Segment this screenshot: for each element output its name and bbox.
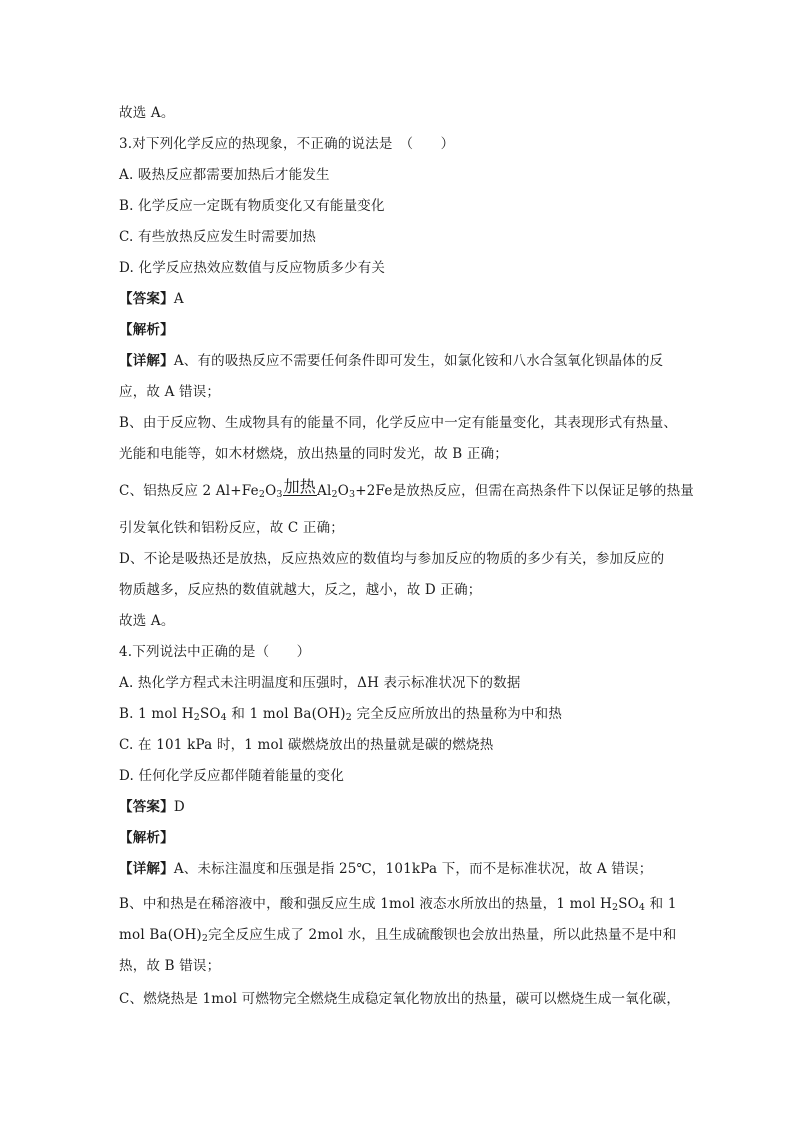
detail-text: A、未标注温度和压强是指 25℃，101kPa 下，而不是标准状况，故 A 错误；: [173, 861, 653, 877]
detail-text: 和 1: [645, 896, 677, 912]
q3-answer: [119, 290, 679, 308]
q3-stem: 3.对下列化学反应的热现象，不正确的说法是 （ ）: [119, 136, 455, 152]
detail-text: mol Ba(OH): [119, 927, 202, 943]
answer-label: 【答案】: [119, 799, 174, 815]
q4-option-c: C. 在 101 kPa 时，1 mol 碳燃烧放出的热量就是碳的燃烧热: [119, 737, 494, 753]
detail-label: 【详解】: [119, 861, 174, 877]
q4-option-a: A. 热化学方程式未注明温度和压强时，ΔH 表示标准状况下的数据: [119, 675, 521, 691]
answer-value: D: [173, 799, 185, 815]
subscript: 2: [201, 933, 209, 944]
equation-text: O: [265, 483, 277, 499]
q3-detail-a-line2: 应，故 A 错误；: [119, 384, 221, 400]
subscript: 2: [258, 489, 266, 500]
option-text: SO: [199, 706, 221, 722]
q4-detail-b-line2: [119, 926, 679, 944]
detail-label: 【详解】: [119, 353, 174, 369]
q4-detail-a: [119, 860, 679, 878]
q3-conclusion: 故选 A。: [119, 613, 175, 629]
subscript: 2: [331, 489, 338, 500]
subscript: 3: [276, 489, 283, 500]
answer-value: A: [173, 291, 184, 307]
subscript: 4: [220, 712, 227, 723]
subscript: 2: [345, 712, 353, 723]
q3-detail-a-line1: [119, 352, 679, 370]
subscript: 4: [638, 902, 646, 913]
detail-text: 完全反应生成了 2mol 水，且生成硫酸钡也会放出热量，所以此热量不是中和: [208, 927, 677, 943]
detail-text: A、有的吸热反应不需要任何条件即可发生，如氯化铵和八水合氢氧化钡晶体的反: [173, 353, 664, 369]
q4-analysis-label: 【解析】: [119, 830, 174, 846]
q3-detail-d-line2: 物质越多，反应热的数值就越大，反之，越小，故 D 正确；: [119, 582, 482, 598]
q4-stem: 4.下列说法中正确的是（ ）: [119, 644, 311, 660]
equation-text: +2Fe是放热反应，但需在高热条件下以保证足够的热量: [355, 483, 694, 499]
detail-text: B、中和热是在稀溶液中，酸和强反应生成 1mol 液态水所放出的热量，1 mol H: [119, 896, 612, 912]
reaction-condition: 加热: [283, 477, 316, 496]
q4-detail-c-line1: C、燃烧热是 1mol 可燃物完全燃烧生成稳定氧化物放出的热量，碳可以燃烧生成一氧化碳，: [119, 991, 681, 1007]
q3-option-c: C. 有些放热反应发生时需要加热: [119, 229, 317, 245]
q3-analysis-label: 【解析】: [119, 322, 174, 338]
subscript: 3: [349, 489, 356, 500]
q3-detail-c-line2: 引发氧化铁和铝粉反应，故 C 正确；: [119, 520, 345, 536]
q3-detail-b-line2: 光能和电能等，如木材燃烧，放出热量的同时发光，故 B 正确；: [119, 446, 509, 462]
q3-option-d: D. 化学反应热效应数值与反应物质多少有关: [119, 260, 386, 276]
option-text: 和 1 mol Ba(OH): [226, 706, 346, 722]
q4-detail-b-line1: [119, 895, 679, 913]
q4-option-d: D. 任何化学反应都伴随着能量的变化: [119, 768, 345, 784]
q4-answer: [119, 798, 679, 816]
answer-label: 【答案】: [119, 291, 174, 307]
subscript: 2: [611, 902, 619, 913]
q2-conclusion: 故选 A。: [119, 105, 175, 121]
q3-option-b: B. 化学反应一定既有物质变化又有能量变化: [119, 198, 385, 214]
subscript: 2: [193, 712, 200, 723]
equation-text: Al: [317, 483, 332, 499]
q3-detail-c-line1: [119, 477, 694, 500]
equation-text: O: [337, 483, 349, 499]
option-text: 完全反应所放出的热量称为中和热: [352, 706, 563, 722]
q4-detail-b-line3: 热，故 B 错误；: [119, 958, 221, 974]
q4-option-b: [119, 705, 679, 723]
q3-option-a: A. 吸热反应都需要加热后才能发生: [119, 167, 330, 183]
option-text: B. 1 mol H: [119, 706, 194, 722]
q3-detail-b-line1: B、由于反应物、生成物具有的能量不同，化学反应中一定有能量变化，其表现形式有热量、: [119, 415, 678, 431]
equation-text: C、铝热反应 2 Al+Fe: [119, 483, 259, 499]
q3-detail-d-line1: D、不论是吸热还是放热，反应热效应的数值均与参加反应的物质的多少有关，参加反应的: [119, 551, 665, 567]
detail-text: SO: [618, 896, 639, 912]
